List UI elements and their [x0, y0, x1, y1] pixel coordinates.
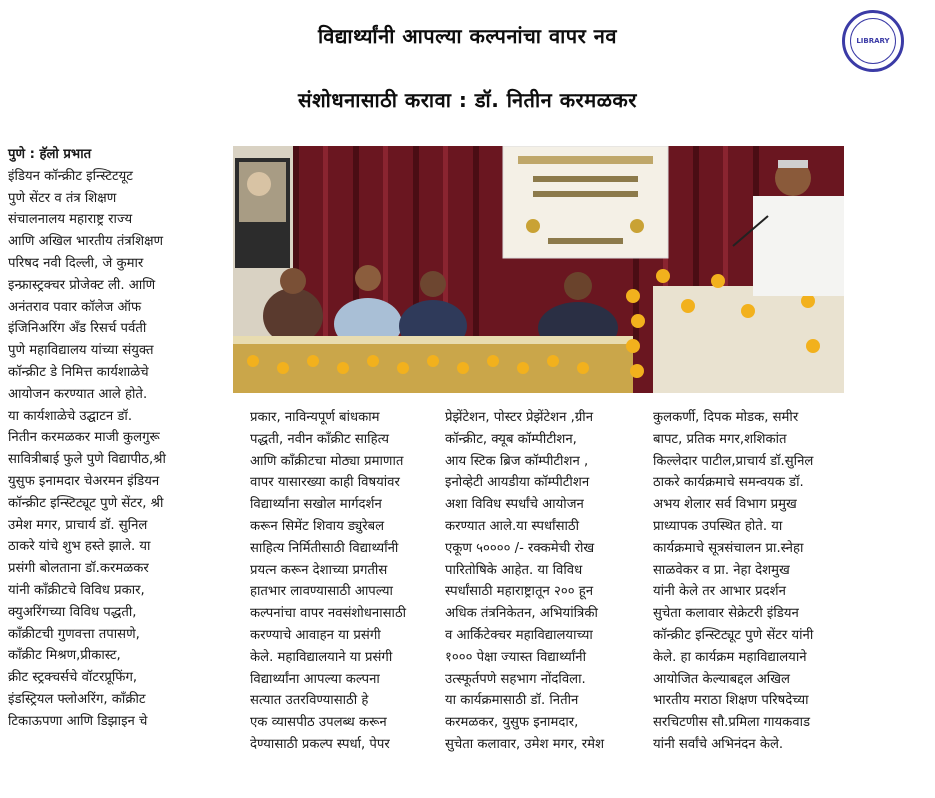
- article-line: करण्यात आले.या स्पर्धांसाठी: [445, 518, 579, 534]
- article-line: इनोव्हेटी आयडीया कॉम्पीटीशन: [445, 475, 590, 491]
- article-line: इन्फ्रास्ट्रक्चर प्रोजेक्ट ली. आणि: [8, 277, 156, 293]
- article-line: प्राध्यापक उपस्थित होते. या: [653, 518, 783, 534]
- article-line: कार्यक्रमाचे सूत्रसंचालन प्रा.स्नेहा: [653, 540, 804, 556]
- headline-line-2: संशोधनासाठी करावा : डॉ. नितीन करमळकर: [298, 88, 637, 112]
- article-line: अशा विविध स्पर्धांचे आयोजन: [445, 497, 584, 513]
- article-line: इंडस्ट्रियल फ्लोअरिंग, कॉंक्रीट: [8, 691, 146, 707]
- article-line: सरचिटणीस सौ.प्रमिला गायकवाड: [653, 715, 811, 731]
- article-line: यांनी सर्वांचे अभिनंदन केले.: [653, 736, 784, 752]
- event-photo-illustration: [233, 146, 844, 393]
- article-column-2: [250, 407, 442, 756]
- article-line: क्युअरिंगच्या विविध पद्धती,: [8, 604, 137, 620]
- article-line: कॉंक्रीटची गुणवत्ता तपासणे,: [8, 626, 140, 642]
- article-line: कल्पनांचा वापर नवसंशोधनासाठी: [250, 606, 407, 622]
- article-line: अनंतराव पवार कॉलेज ऑफ: [8, 299, 142, 315]
- article-line: १००० पेक्षा ज्यास्त विद्यार्थ्यांनी: [445, 649, 586, 665]
- article-line: स्पर्धांसाठी महाराष्ट्रातून २०० हून: [445, 584, 594, 600]
- article-line: वापर यासारख्या काही विषयांवर: [250, 475, 400, 491]
- article-line: आय स्टिक ब्रिज कॉम्पीटीशन ,: [445, 453, 589, 469]
- article-line: सावित्रीबाई फुले पुणे विद्यापीठ,श्री: [8, 452, 166, 468]
- article-line: आणि कॉंक्रीटचा मोठ्या प्रमाणात: [250, 453, 404, 469]
- article-line: एकूण ५०००० /- रक्कमेची रोख: [445, 540, 595, 556]
- article-line: क्रीट स्ट्रक्चर्सचे वॉटरप्रूफिंग,: [8, 670, 138, 686]
- article-line: कॉंक्रीट मिश्रण,प्रीकास्ट,: [8, 648, 121, 664]
- article-line: प्रसंगी बोलताना डॉ.करमळकर: [8, 561, 149, 577]
- article-column-3: [445, 407, 637, 756]
- article-line: कॉन्क्रीट डे निमित्त कार्यशाळेचे: [8, 364, 149, 380]
- article-line: इंडियन कॉन्क्रीट इन्स्टिटयूट: [8, 168, 133, 184]
- article-line: कॉन्क्रीट, क्यूब कॉम्पीटीशन,: [445, 431, 577, 447]
- article-line: सुचेता कलावार सेक्रेटरी इंडियन: [653, 606, 799, 622]
- article-line: प्रेझेंटेशन, पोस्टर प्रेझेंटेशन ,ग्रीन: [445, 410, 594, 425]
- article-line: देण्यासाठी प्रकल्प स्पर्धा, पेपर: [250, 736, 390, 752]
- article-column-1: [8, 144, 226, 733]
- article-line: करमळकर, युसुफ इनामदार,: [445, 715, 579, 731]
- library-stamp-inner: [850, 18, 896, 64]
- article-line: यांनी कॉंक्रीटचे विविध प्रकार,: [8, 582, 145, 598]
- article-line: व आर्किटेक्चर महाविद्यालयाच्या: [445, 627, 593, 643]
- article-line: ठाकरे कार्यक्रमाचे समन्वयक डॉ.: [653, 475, 804, 491]
- headline-line-1: विद्यार्थ्यांनी आपल्या कल्पनांचा वापर नव: [318, 24, 617, 48]
- article-line: पुणे सेंटर व तंत्र शिक्षण: [8, 190, 117, 206]
- article-line: किल्लेदार पाटील,प्राचार्य डॉ.सुनिल: [653, 453, 814, 469]
- article-line: यांनी केले तर आभार प्रदर्शन: [653, 584, 786, 600]
- article-line: पारितोषिके आहेत. या विविध: [445, 562, 583, 578]
- article-line: आयोजित केल्याबद्दल अखिल: [653, 671, 790, 687]
- article-line: एक व्यासपीठ उपलब्ध करून: [250, 715, 387, 731]
- article-line: प्रकार, नाविन्यपूर्ण बांधकाम: [250, 410, 380, 425]
- article-column-4: [653, 407, 849, 756]
- article-line: आणि अखिल भारतीय तंत्रशिक्षण: [8, 234, 164, 250]
- article-line: इंजिनिअरिंग अँड रिसर्च पर्वती: [8, 321, 147, 337]
- article-line: विद्यार्थ्यांना आपल्या कल्पना: [250, 671, 380, 687]
- article-line: या कार्यशाळेचे उद्घाटन डॉ.: [8, 408, 133, 424]
- article-line: अधिक तंत्रनिकेतन, अभियांत्रिकी: [445, 606, 598, 622]
- article-line: आयोजन करण्यात आले होते.: [8, 386, 148, 402]
- article-line: केले. हा कार्यक्रम महाविद्यालयाने: [653, 649, 807, 665]
- dateline: पुणे : हॅलो प्रभात: [8, 147, 92, 162]
- article-line: या कार्यक्रमासाठी डॉ. नितीन: [445, 693, 579, 709]
- article-line: साळवेकर व प्रा. नेहा देशमुख: [653, 562, 790, 578]
- article-line: प्रयत्न करून देशाच्या प्रगतीस: [250, 562, 388, 578]
- article-line: कॉन्क्रीट इन्स्टिट्यूट पुणे सेंटर यांनी: [653, 627, 814, 643]
- library-stamp-text: LIBRARY: [856, 37, 890, 45]
- article-line: परिषद नवी दिल्ली, जे कुमार: [8, 255, 144, 271]
- article-line: सुचेता कलावार, उमेश मगर, रमेश: [445, 736, 605, 752]
- library-stamp: [842, 10, 904, 72]
- article-line: उत्स्फूर्तपणे सहभाग नोंदविला.: [445, 671, 586, 687]
- article-line: टिकाऊपणा आणि डिझाइन चे: [8, 713, 148, 729]
- article-line: भारतीय मराठा शिक्षण परिषदेच्या: [653, 693, 809, 709]
- article-line: करण्याचे आवाहन या प्रसंगी: [250, 627, 381, 643]
- article-line: केले. महाविद्यालयाने या प्रसंगी: [250, 649, 393, 665]
- article-line: अभय शेलार सर्व विभाग प्रमुख: [653, 497, 797, 513]
- article-line: नितीन करमळकर माजी कुलगुरू: [8, 430, 160, 446]
- article-line: पद्धती, नवीन कॉंक्रीट साहित्य: [250, 431, 390, 447]
- event-photo: [233, 146, 844, 393]
- article-line: कॉन्क्रीट इन्स्टिट्यूट पुणे सेंटर, श्री: [8, 495, 164, 511]
- article-line: उमेश मगर, प्राचार्य डॉ. सुनिल: [8, 517, 148, 533]
- article-line: युसुफ इनामदार चेअरमन इंडियन: [8, 473, 160, 489]
- article-line: पुणे महाविद्यालय यांच्या संयुक्त: [8, 343, 154, 359]
- article-line: विद्यार्थ्यांना सखोल मार्गदर्शन: [250, 497, 382, 513]
- article-line: हातभार लावण्यासाठी आपल्या: [250, 584, 393, 600]
- article-line: करून सिमेंट शिवाय ड्युरेबल: [250, 518, 385, 534]
- article-line: ठाकरे यांचे शुभ हस्ते झाले. या: [8, 539, 151, 555]
- article-line: साहित्य निर्मितीसाठी विद्यार्थ्यांनी: [250, 540, 399, 556]
- article-line: सत्यात उतरविण्यासाठी हे: [250, 693, 369, 709]
- article-line: संचालनालय महाराष्ट्र राज्य: [8, 212, 133, 228]
- article-line: बापट, प्रतिक मगर,शशिकांत: [653, 431, 787, 447]
- article-line: कुलकर्णी, दिपक मोडक, समीर: [653, 410, 799, 425]
